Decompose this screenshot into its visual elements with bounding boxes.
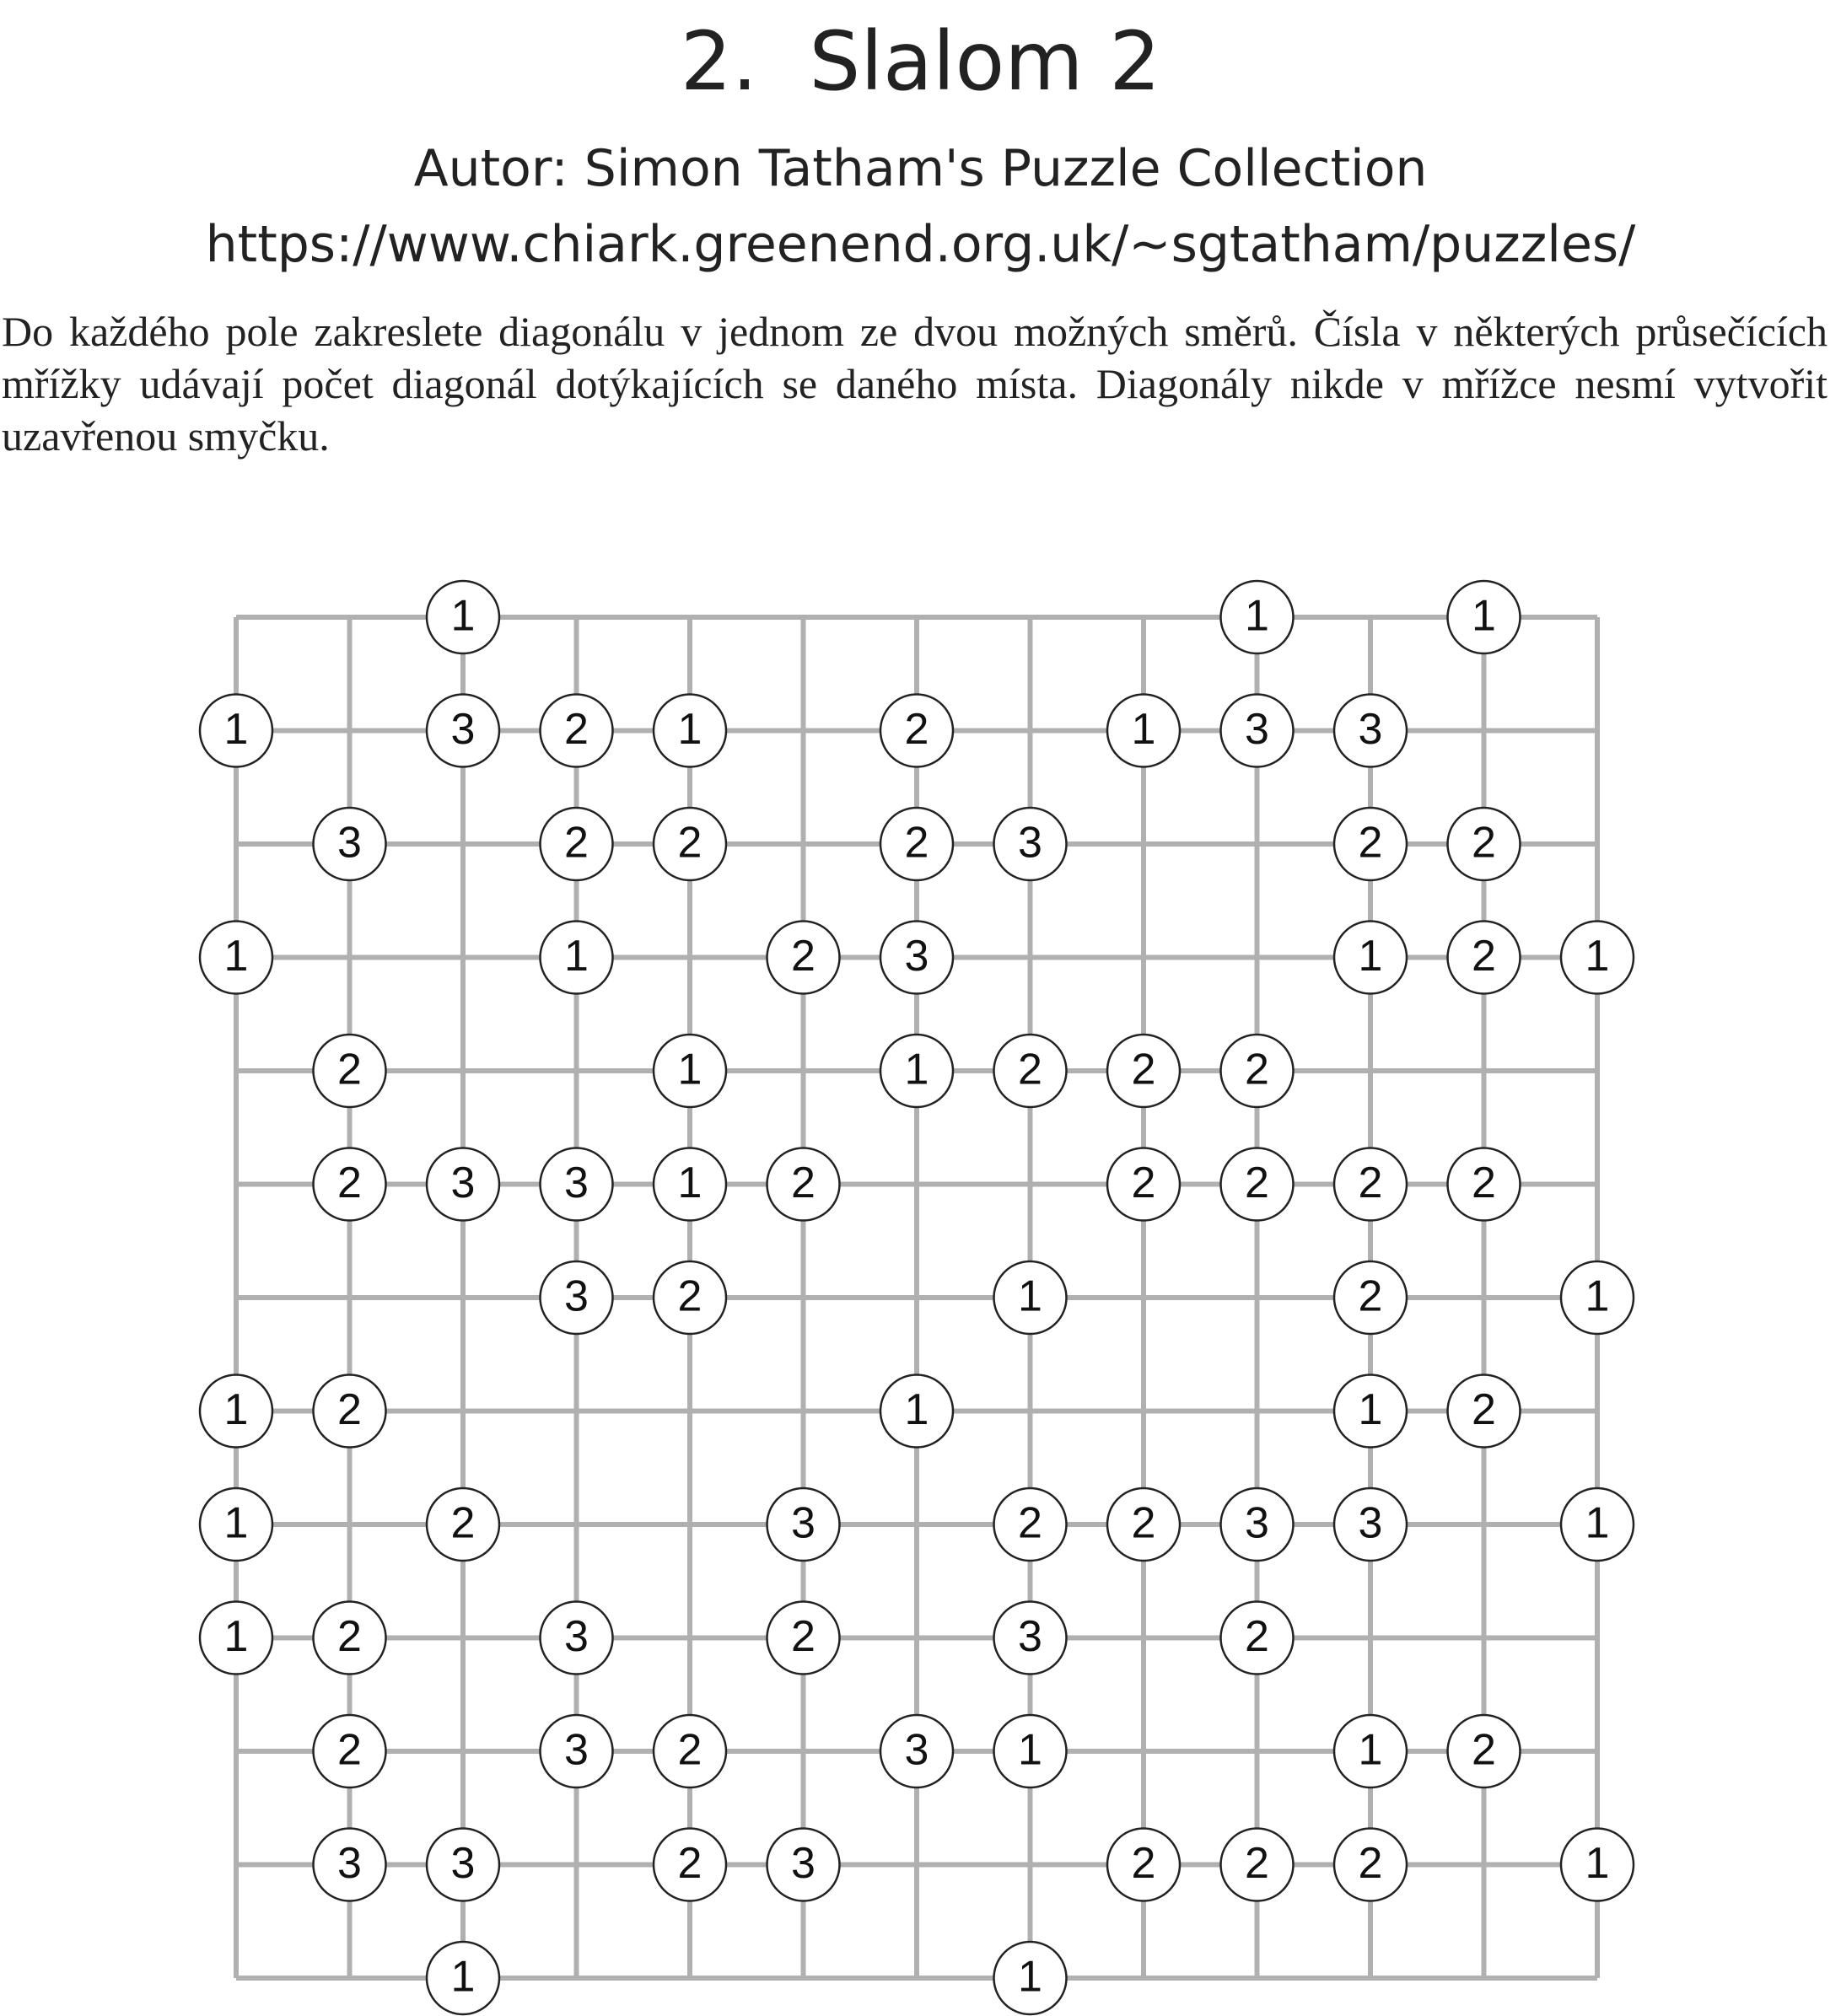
clue-node <box>1448 1715 1521 1788</box>
clue-node <box>1561 1261 1634 1334</box>
clue-number: 1 <box>1585 1839 1610 1889</box>
clue-number: 3 <box>904 932 929 981</box>
clue-number: 1 <box>1472 591 1496 641</box>
clue-number: 2 <box>450 1498 476 1548</box>
puzzle-author: Autor: Simon Tatham's Puzzle Collection <box>413 139 1428 198</box>
clue-number: 3 <box>904 1725 929 1775</box>
clue-node <box>1221 1829 1294 1901</box>
clue-number: 1 <box>223 1612 249 1662</box>
clue-number: 2 <box>1358 1839 1383 1889</box>
clue-node <box>1334 1148 1407 1221</box>
clue-number: 2 <box>1472 1159 1496 1208</box>
clue-node <box>200 1488 272 1561</box>
clue-node <box>767 922 840 994</box>
clue-number: 3 <box>564 1612 589 1662</box>
clue-number: 2 <box>791 1159 816 1208</box>
clue-node <box>1107 1829 1180 1901</box>
clue-number: 2 <box>677 1725 702 1775</box>
clue-number: 2 <box>337 1045 362 1094</box>
clue-number: 1 <box>677 1159 702 1208</box>
clue-node <box>1448 922 1521 994</box>
clue-number: 2 <box>677 1839 702 1889</box>
clue-number: 2 <box>337 1725 362 1775</box>
clue-node <box>427 1148 499 1221</box>
clue-node <box>427 695 499 767</box>
clue-node <box>541 922 613 994</box>
clue-number: 1 <box>450 591 476 641</box>
clue-number: 2 <box>1472 1385 1496 1435</box>
clue-node <box>200 1602 272 1675</box>
clue-number: 2 <box>1018 1498 1042 1548</box>
clue-number: 1 <box>904 1385 929 1435</box>
clue-number: 1 <box>223 705 249 755</box>
clue-node <box>1221 695 1294 767</box>
clue-number: 3 <box>1018 818 1042 868</box>
clue-node <box>1334 808 1407 880</box>
clue-number: 1 <box>1358 1385 1383 1435</box>
clue-node <box>541 695 613 767</box>
clue-number: 1 <box>450 1952 476 2002</box>
clue-number: 3 <box>791 1498 816 1548</box>
clue-node <box>1221 1488 1294 1561</box>
clue-number: 1 <box>1018 1271 1042 1321</box>
puzzle-url[interactable]: https://www.chiark.greenend.org.uk/~sgtatham/puzzles/ <box>205 215 1636 274</box>
clue-number: 2 <box>1245 1612 1269 1662</box>
clue-number: 1 <box>1358 932 1383 981</box>
clue-node <box>654 1148 726 1221</box>
clue-node <box>654 1829 726 1901</box>
clue-node <box>1448 1375 1521 1448</box>
clue-node <box>880 1375 953 1448</box>
clue-number: 3 <box>1245 1498 1269 1548</box>
clue-node <box>541 1148 613 1221</box>
clue-number: 2 <box>677 1271 702 1321</box>
clue-number: 2 <box>564 818 589 868</box>
clue-node <box>654 1261 726 1334</box>
clue-node <box>427 1488 499 1561</box>
clue-node <box>994 1035 1067 1107</box>
clue-number: 2 <box>1358 1159 1383 1208</box>
clue-node <box>1221 581 1294 653</box>
clue-node <box>314 808 386 880</box>
clue-number: 1 <box>1245 591 1269 641</box>
clue-node <box>200 1375 272 1448</box>
clue-node <box>427 1829 499 1901</box>
clue-number: 1 <box>1358 1725 1383 1775</box>
clue-number: 1 <box>223 1385 249 1435</box>
clue-node <box>1107 1148 1180 1221</box>
clue-node <box>200 695 272 767</box>
clue-number: 3 <box>337 1839 362 1889</box>
clue-node <box>994 1942 1067 2014</box>
clue-node <box>767 1602 840 1675</box>
clue-number: 2 <box>677 818 702 868</box>
clue-node <box>1561 1829 1634 1901</box>
clue-number: 1 <box>1585 1498 1610 1548</box>
clue-number: 2 <box>1131 1498 1156 1548</box>
clue-node <box>541 1602 613 1675</box>
clue-node <box>1221 1148 1294 1221</box>
clue-node <box>314 1602 386 1675</box>
clue-number: 2 <box>337 1612 362 1662</box>
puzzle-instructions: Do každého pole zakreslete diagonálu v jednom ze dvou možných směrů. Čísla v některých průsečících mřížky udávají počet diagonál dotýkajících se daného místa. Diagonály nikde v mřížce nesmí vytvořit uzavřenou smyčku. <box>2 308 1828 460</box>
clue-number: 2 <box>904 818 929 868</box>
clue-number: 2 <box>1131 1045 1156 1094</box>
clue-number: 3 <box>791 1839 816 1889</box>
clue-number: 2 <box>1472 1725 1496 1775</box>
clue-number: 1 <box>904 1045 929 1094</box>
clue-node <box>314 1148 386 1221</box>
clue-number: 3 <box>450 705 476 755</box>
clue-number: 2 <box>564 705 589 755</box>
clue-node <box>541 1715 613 1788</box>
clue-number: 3 <box>1358 1498 1383 1548</box>
clue-number: 1 <box>1585 1271 1610 1321</box>
clue-node <box>654 808 726 880</box>
clue-number: 2 <box>1018 1045 1042 1094</box>
clue-node <box>314 1829 386 1901</box>
clue-number: 3 <box>1245 705 1269 755</box>
clue-node <box>654 1035 726 1107</box>
clue-number: 3 <box>564 1271 589 1321</box>
clue-number: 2 <box>1131 1839 1156 1889</box>
clue-node <box>1448 1148 1521 1221</box>
clue-node <box>1334 922 1407 994</box>
clue-number: 2 <box>791 932 816 981</box>
clue-number: 2 <box>1245 1839 1269 1889</box>
clue-node <box>767 1148 840 1221</box>
clue-number: 3 <box>1358 705 1383 755</box>
clue-node <box>654 695 726 767</box>
clue-number: 2 <box>1358 818 1383 868</box>
clue-number: 3 <box>450 1159 476 1208</box>
clue-number: 3 <box>564 1159 589 1208</box>
clue-node <box>1107 695 1180 767</box>
clue-number: 2 <box>904 705 929 755</box>
clue-node <box>880 1715 953 1788</box>
clue-node <box>1561 922 1634 994</box>
clue-number: 2 <box>1472 932 1496 981</box>
clue-node <box>1334 695 1407 767</box>
clue-number: 3 <box>337 818 362 868</box>
clue-number: 1 <box>1018 1725 1042 1775</box>
clue-node <box>880 808 953 880</box>
clue-number: 1 <box>677 705 702 755</box>
clue-node <box>200 922 272 994</box>
clue-node <box>994 808 1067 880</box>
clue-number: 1 <box>564 932 589 981</box>
clue-node <box>994 1715 1067 1788</box>
clue-node <box>1334 1375 1407 1448</box>
clue-number: 1 <box>1018 1952 1042 2002</box>
clue-node <box>427 1942 499 2014</box>
clue-node <box>1334 1715 1407 1788</box>
clue-number: 1 <box>223 932 249 981</box>
clue-node <box>1334 1829 1407 1901</box>
clue-node <box>314 1035 386 1107</box>
clue-node <box>880 922 953 994</box>
clue-number: 2 <box>1358 1271 1383 1321</box>
clue-node <box>1334 1261 1407 1334</box>
clue-node <box>1107 1035 1180 1107</box>
clue-node <box>654 1715 726 1788</box>
clue-number: 3 <box>450 1839 476 1889</box>
clue-node <box>1561 1488 1634 1561</box>
clue-node <box>541 1261 613 1334</box>
clue-number: 3 <box>564 1725 589 1775</box>
clue-node <box>314 1715 386 1788</box>
clue-node <box>1107 1488 1180 1561</box>
clue-number: 1 <box>223 1498 249 1548</box>
clue-number: 2 <box>791 1612 816 1662</box>
clue-node <box>880 1035 953 1107</box>
puzzle-title: 2. Slalom 2 <box>680 14 1161 109</box>
clue-node <box>767 1488 840 1561</box>
clue-number: 2 <box>337 1385 362 1435</box>
clue-number: 1 <box>1585 932 1610 981</box>
clue-number: 2 <box>337 1159 362 1208</box>
clue-number: 2 <box>1472 818 1496 868</box>
clue-number: 2 <box>1131 1159 1156 1208</box>
clue-node <box>994 1602 1067 1675</box>
clue-node <box>1448 808 1521 880</box>
clue-number: 2 <box>1245 1045 1269 1094</box>
clue-node <box>427 581 499 653</box>
clue-node <box>314 1375 386 1448</box>
clue-number: 3 <box>1018 1612 1042 1662</box>
clue-node <box>1221 1602 1294 1675</box>
clue-node <box>1334 1488 1407 1561</box>
clue-node <box>994 1488 1067 1561</box>
clue-node <box>1221 1035 1294 1107</box>
clue-node <box>541 808 613 880</box>
clue-number: 1 <box>677 1045 702 1094</box>
clue-number: 2 <box>1245 1159 1269 1208</box>
clue-number: 1 <box>1131 705 1156 755</box>
clue-node <box>994 1261 1067 1334</box>
clue-node <box>880 695 953 767</box>
clue-node <box>767 1829 840 1901</box>
clue-node <box>1448 581 1521 653</box>
